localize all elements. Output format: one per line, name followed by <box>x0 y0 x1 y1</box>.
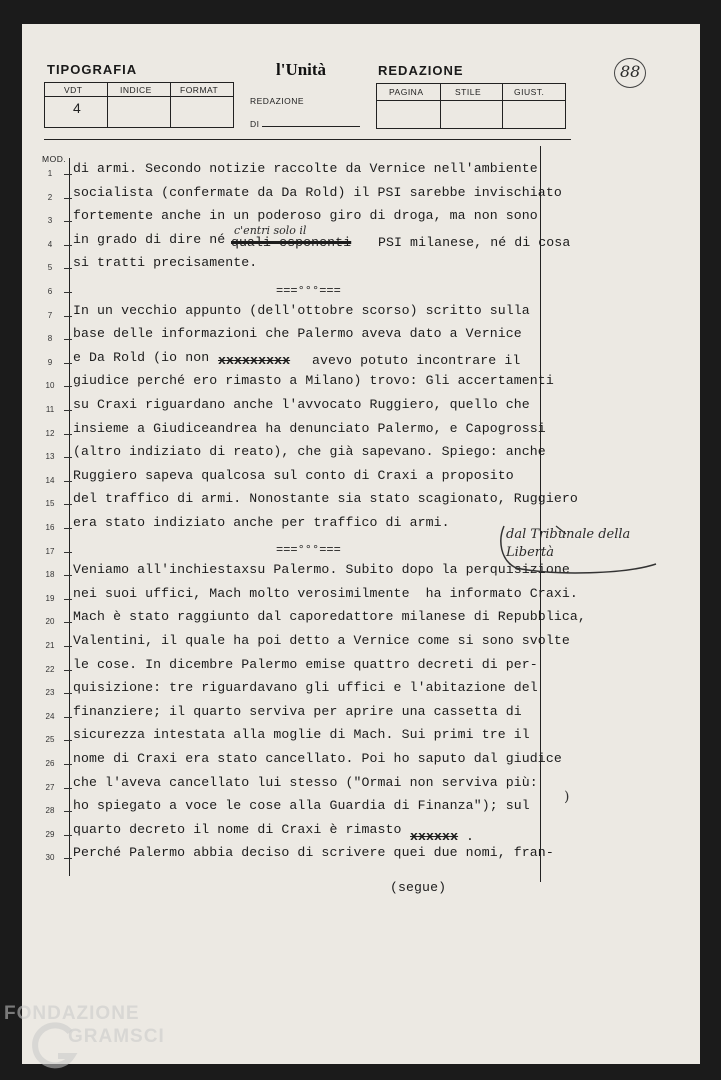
line-tick <box>64 339 72 340</box>
redazione-small-label: REDAZIONE <box>250 96 305 106</box>
di-underline <box>262 126 360 127</box>
line-tick <box>64 174 72 175</box>
format-col-label: FORMAT <box>180 85 219 95</box>
line-number: 25 <box>45 735 55 745</box>
line-tick <box>64 386 72 387</box>
line-tick <box>64 764 72 765</box>
line-tick <box>64 504 72 505</box>
pagina-col-label: PAGINA <box>389 87 424 97</box>
text-line: su Craxi riguardano anche l'avvocato Ruggiero, quello che <box>73 397 530 412</box>
separator-1: ===°°°=== <box>276 284 341 298</box>
text-line: che l'aveva cancellato lui stesso ("Ormai non serviva più: <box>73 774 538 790</box>
left-margin-rule <box>69 158 70 876</box>
line-tick <box>64 717 72 718</box>
line9-tail: avevo potuto incontrare il <box>312 353 521 368</box>
stile-col-label: STILE <box>455 87 482 97</box>
line-tick <box>64 410 72 411</box>
line-tick <box>64 693 72 694</box>
line-number: 30 <box>45 853 55 863</box>
line-number: 29 <box>45 829 55 839</box>
line-tick <box>64 646 72 647</box>
line4-struck-text: quali esponenti <box>231 235 352 250</box>
text-line: socialista (confermate da Da Rold) il PSI sarebbe invischiato <box>73 184 562 200</box>
text-line: insieme a Giudiceandrea ha denunciato Palermo, e Capogrossi <box>73 420 546 436</box>
di-label: DI <box>250 119 260 129</box>
vdt-col-label: VDT <box>64 85 83 95</box>
line-number: 2 <box>47 192 53 202</box>
text-line: e Da Rold (io non <box>73 349 210 365</box>
giust-col-label: GIUST. <box>514 87 545 97</box>
text-line: quisizione: tre riguardavano gli uffici e l'abitazione del <box>73 680 538 696</box>
text-line: fortemente anche in un poderoso giro di droga, ma non sono <box>73 208 538 224</box>
watermark-line2: GRAMSCI <box>68 1026 165 1047</box>
line-number: 13 <box>45 452 55 462</box>
line29-tail: . <box>466 829 475 844</box>
line4-tail: PSI milanese, né di cosa <box>378 235 571 250</box>
line-number: 5 <box>47 263 53 273</box>
header-divider <box>44 139 571 140</box>
masthead-title: l'Unità <box>276 60 327 79</box>
continuation-marker: (segue) <box>390 880 447 895</box>
line-tick <box>64 858 72 859</box>
text-line: di armi. Secondo notizie raccolte da Vernice nell'ambiente <box>73 161 538 176</box>
line-tick <box>64 740 72 741</box>
line4-handwritten-insert: c'entri solo il <box>234 224 307 237</box>
line-tick <box>64 788 72 789</box>
line-number: 27 <box>45 782 55 792</box>
handwritten-margin-note: dal Tribunale della Libertà <box>506 527 631 560</box>
line-tick <box>64 528 72 529</box>
line-tick <box>64 316 72 317</box>
line-tick <box>64 363 72 364</box>
line-number: 10 <box>45 381 55 391</box>
text-line: Veniamo all'inchiestaxsu Palermo. Subito dopo la perquisizione <box>73 562 570 578</box>
line-tick <box>64 434 72 435</box>
line29-struck-text: xxxxxx <box>410 829 459 844</box>
text-line: in grado di dire né <box>73 231 226 247</box>
mod-label: MOD. <box>42 154 67 164</box>
line-number: 7 <box>47 310 53 320</box>
line-number: 26 <box>45 759 55 768</box>
text-line: giudice perché ero rimasto a Milano) trovo: Gli accertamenti <box>73 373 554 389</box>
vdt-value: 4 <box>73 100 81 116</box>
line-tick <box>64 599 72 600</box>
text-line: era stato indiziato anche per traffico di armi. <box>73 515 450 530</box>
line-tick <box>64 575 72 576</box>
line-number: 6 <box>47 287 53 296</box>
line-number: 18 <box>45 570 55 580</box>
line-number: 28 <box>45 806 55 816</box>
text-line: Perché Palermo abbia deciso di scrivere quei due nomi, fran- <box>73 845 554 861</box>
line-number: 15 <box>45 499 55 509</box>
line-number: 16 <box>45 523 55 532</box>
line-tick <box>64 221 72 222</box>
line-tick <box>64 622 72 623</box>
text-line: si tratti precisamente. <box>73 255 258 271</box>
line-number: 20 <box>45 617 55 627</box>
line-number: 19 <box>45 593 55 603</box>
separator-2: ===°°°=== <box>276 543 341 557</box>
line-tick <box>64 457 72 458</box>
text-line: In un vecchio appunto (dell'ottobre scorso) scritto sulla <box>73 302 530 318</box>
line-number: 3 <box>47 216 53 226</box>
text-line: (altro indiziato di reato), che già sapevano. Spiego: anche <box>73 444 546 460</box>
line-number: 22 <box>45 664 55 674</box>
line-number: 8 <box>47 334 53 344</box>
line-tick <box>64 811 72 812</box>
line-tick <box>64 835 72 836</box>
text-line: del traffico di armi. Nonostante sia stato scagionato, Ruggiero <box>73 491 578 507</box>
text-line: nome di Craxi era stato cancellato. Poi ho saputo dal giudice <box>73 751 562 766</box>
watermark-line1: FONDAZIONE <box>4 1003 140 1024</box>
line-tick <box>64 268 72 269</box>
line-number: 24 <box>45 711 55 721</box>
line9-struck-text: xxxxxxxxx <box>218 353 291 368</box>
text-line: Valentini, il quale ha poi detto a Vernice come si sono svolte <box>73 633 570 648</box>
tipografia-label: TIPOGRAFIA <box>47 62 138 77</box>
line-tick <box>64 481 72 482</box>
indice-col-label: INDICE <box>120 85 152 95</box>
line-tick <box>64 245 72 246</box>
text-line: le cose. In dicembre Palermo emise quattro decreti di per- <box>73 656 538 672</box>
line-number: 11 <box>45 405 55 414</box>
text-line: quarto decreto il nome di Craxi è rimasto <box>73 821 402 837</box>
right-margin-rule <box>540 146 541 882</box>
line-tick <box>64 552 72 553</box>
text-line: sicurezza intestata alla moglie di Mach. Sui primi tre il <box>73 727 530 743</box>
line-number: 17 <box>45 546 55 556</box>
line-number: 14 <box>45 475 55 485</box>
text-line: Ruggiero sapeva qualcosa sul conto di Craxi a proposito <box>73 467 514 483</box>
line-tick <box>64 292 72 293</box>
redazione-label: REDAZIONE <box>378 63 464 78</box>
line-number: 21 <box>45 641 55 650</box>
line-number: 9 <box>47 357 53 367</box>
line-number: 23 <box>45 688 55 698</box>
line-number: 1 <box>47 169 53 178</box>
line-tick <box>64 198 72 199</box>
margin-paren-mark: ) <box>564 789 570 805</box>
line-number: 12 <box>45 428 55 438</box>
text-line: nei suoi uffici, Mach molto verosimilmente ha informato Craxi. <box>73 585 578 601</box>
line-number: 4 <box>47 239 53 249</box>
text-line: finanziere; il quarto serviva per aprire una cassetta di <box>73 703 522 719</box>
line-tick <box>64 670 72 671</box>
page-number-handwritten: 88 <box>620 62 641 81</box>
text-line: base delle informazioni che Palermo aveva dato a Vernice <box>73 326 522 342</box>
text-line: Mach è stato raggiunto dal caporedattore milanese di Repubblica, <box>73 609 586 625</box>
text-line: ho spiegato a voce le cose alla Guardia di Finanza"); sul <box>73 798 530 814</box>
